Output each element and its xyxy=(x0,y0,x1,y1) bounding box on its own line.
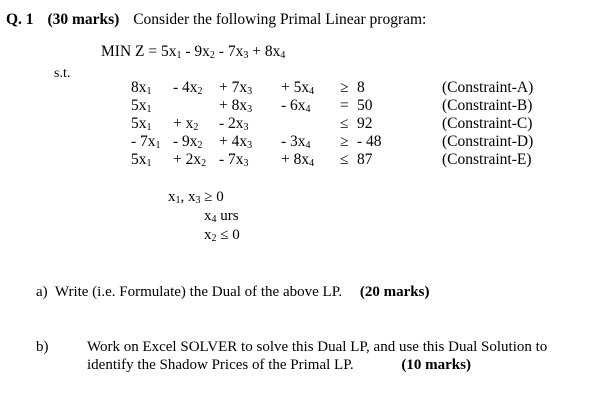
part-b-label: b) xyxy=(36,339,49,355)
constraint-term: - $6x_4$ xyxy=(281,97,311,115)
constraint-label: (Constraint-A) xyxy=(442,79,534,96)
subject-to-label: s.t. xyxy=(54,66,71,81)
constraint-label: (Constraint-C) xyxy=(442,115,533,132)
constraint-term: + $5x_4$ xyxy=(281,79,315,97)
part-b xyxy=(36,338,586,375)
constraint-term: - $9x_2$ xyxy=(173,133,203,151)
constraint-term: + $7x_3$ xyxy=(219,79,253,97)
constraint-relation: ≤ xyxy=(340,115,349,132)
constraint-label: (Constraint-B) xyxy=(442,97,533,114)
constraint-term: - $7x_3$ xyxy=(219,151,249,169)
constraint-label: (Constraint-E) xyxy=(442,151,532,168)
constraint-term: + $8x_3$ xyxy=(219,97,253,115)
constraint-term: + $2x_2$ xyxy=(173,151,207,169)
question-heading xyxy=(6,12,426,28)
constraint-term: + $8x_4$ xyxy=(281,151,315,169)
objective-term: - $9x_2$ xyxy=(185,43,215,61)
constraint-rhs: 92 xyxy=(357,115,373,132)
constraint-relation: ≤ xyxy=(340,151,349,168)
constraint-term: - $7x_1$ xyxy=(131,133,161,151)
objective-prefix: MIN Z = xyxy=(101,43,158,60)
constraint-rhs: 8 xyxy=(357,79,365,96)
constraint-term: - $4x_2$ xyxy=(173,79,203,97)
constraint-label: (Constraint-D) xyxy=(442,133,534,150)
sign-restriction-x1-x3: $x_1$, $x_3 \ge 0$ xyxy=(168,189,224,206)
sign-restriction-x4: $x_4$ urs xyxy=(204,208,239,225)
constraint-term: - $3x_4$ xyxy=(281,133,311,151)
constraint-term: $8x_1$ xyxy=(131,79,152,97)
part-a-marks: (20 marks) xyxy=(359,284,430,300)
constraint-rhs: 50 xyxy=(357,97,373,114)
part-b-marks: (10 marks) xyxy=(401,357,471,374)
constraint-term: $5x_1$ xyxy=(131,115,152,133)
part-b-text: Work on Excel SOLVER to solve this Dual LP, and use this Dual Solution to identify the Shadow Prices of the Primal LP. xyxy=(87,339,548,374)
objective-function xyxy=(101,44,285,61)
constraint-rhs: 87 xyxy=(357,151,373,168)
constraint-relation: ≥ xyxy=(340,79,349,96)
question-marks: (30 marks) xyxy=(47,11,120,28)
objective-term: - $7x_3$ xyxy=(218,43,249,61)
part-a-label: a) xyxy=(36,284,48,300)
question-intro: Consider the following Primal Linear program: xyxy=(133,11,427,28)
objective-term: + $8x_4$ xyxy=(252,43,286,61)
constraint-term: + $4x_3$ xyxy=(219,133,253,151)
objective-term: $5x_1$ xyxy=(160,43,182,61)
constraint-term: + $x_2$ xyxy=(173,115,199,133)
constraint-term: $5x_1$ xyxy=(131,151,152,169)
constraint-rhs: - 48 xyxy=(357,133,382,150)
question-number: Q. 1 xyxy=(6,11,34,28)
constraint-relation: = xyxy=(340,97,349,114)
constraint-term: - $2x_3$ xyxy=(219,115,249,133)
part-a xyxy=(36,285,576,300)
constraint-term: $5x_1$ xyxy=(131,97,152,115)
part-a-text: Write (i.e. Formulate) the Dual of the above LP. xyxy=(54,284,343,300)
sign-restriction-x2: $x_2 \le 0$ xyxy=(204,227,240,244)
constraint-relation: ≥ xyxy=(340,133,349,150)
